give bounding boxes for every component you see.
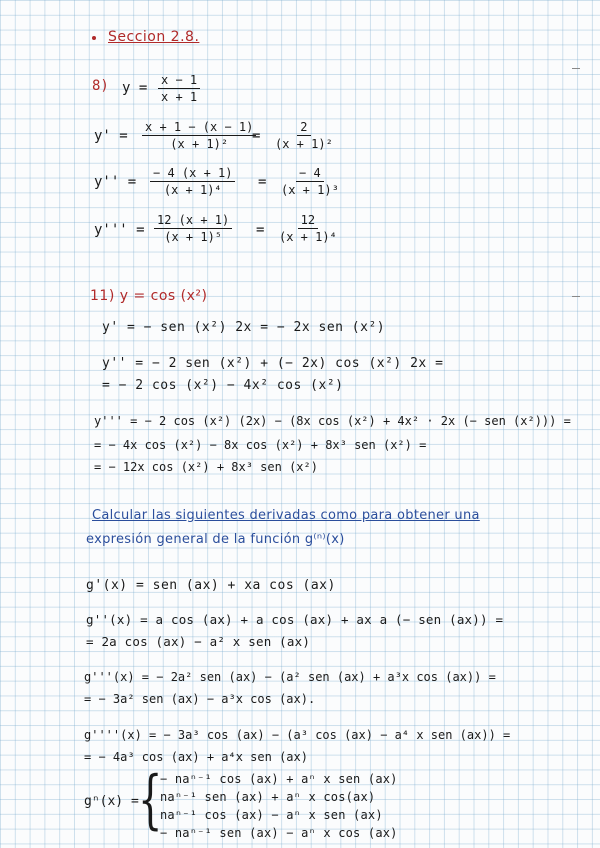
gn-case-4: − naⁿ⁻¹ sen (ax) − aⁿ x cos (ax) — [160, 826, 398, 840]
ex8-d1-result — [272, 120, 336, 151]
ex8-d1-num: x + 1 − (x − 1) — [142, 120, 256, 136]
ex8-d2-equals: = — [258, 174, 267, 190]
ex8-d1-r-den: (x + 1)² — [275, 137, 333, 151]
g-line-3: = 2a cos (ax) − a² x sen (ax) — [86, 634, 311, 649]
gn-case-2: naⁿ⁻¹ sen (ax) + aⁿ x cos(ax) — [160, 790, 376, 804]
ex8-d3-num: 12 (x + 1) — [154, 213, 232, 229]
exercise-11-title: 11) y = cos (x²) — [90, 288, 208, 304]
ex8-y-num: x − 1 — [158, 73, 200, 89]
ex8-d3-r-num: 12 — [298, 213, 318, 229]
ex11-line-2: y'' = − 2 sen (x²) + (− 2x) cos (x²) 2x = — [102, 356, 444, 371]
ex8-y-label: y = — [122, 80, 148, 96]
g-line-5: = − 3a² sen (ax) − a³x cos (ax). — [84, 692, 316, 706]
g-line-6: g''''(x) = − 3a³ cos (ax) − (a³ cos (ax) − a⁴ x sen (ax)) = — [84, 728, 511, 742]
ex8-d2-r-den: (x + 1)³ — [281, 183, 339, 197]
ex8-d2-label: y'' = — [94, 174, 137, 190]
ex8-d1-fraction — [142, 120, 256, 151]
gn-case-3: naⁿ⁻¹ cos (ax) − aⁿ x sen (ax) — [160, 808, 383, 822]
task-line-2: expresión general de la función g⁽ⁿ⁾(x) — [86, 532, 345, 547]
gn-label: gⁿ(x) = — [84, 794, 139, 809]
ex11-line-3: = − 2 cos (x²) − 4x² cos (x²) — [102, 378, 344, 393]
margin-tick — [572, 68, 580, 69]
ex11-line-6: = − 12x cos (x²) + 8x³ sen (x²) — [94, 460, 318, 474]
section-title: Seccion 2.8. — [108, 29, 200, 45]
ex8-d2-result — [278, 166, 342, 197]
ex8-d1-den: (x + 1)² — [170, 137, 229, 151]
ex11-line-4: y''' = − 2 cos (x²) (2x) − (8x cos (x²) + 4x² · 2x (− sen (x²))) = — [94, 414, 571, 428]
exercise-8-label: 8) — [92, 78, 109, 94]
ex8-d3-r-den: (x + 1)⁴ — [279, 230, 337, 244]
ex8-d2-den: (x + 1)⁴ — [163, 183, 222, 197]
g-line-1: g'(x) = sen (ax) + xa cos (ax) — [86, 578, 336, 593]
ex8-d2-fraction — [150, 166, 235, 197]
ex8-d3-fraction — [154, 213, 232, 244]
ex8-d3-result — [276, 213, 340, 244]
g-line-2: g''(x) = a cos (ax) + a cos (ax) + ax a (− sen (ax)) = — [86, 612, 504, 627]
ex8-d2-r-num: − 4 — [296, 166, 324, 182]
task-line-1: Calcular las siguientes derivadas como para obtener una — [92, 508, 480, 523]
margin-tick — [572, 296, 580, 297]
ex11-line-5: = − 4x cos (x²) − 8x cos (x²) + 8x³ sen (x²) = — [94, 438, 427, 452]
ex8-y-fraction — [158, 73, 200, 104]
ex8-d2-num: − 4 (x + 1) — [150, 166, 235, 182]
ex8-d3-den: (x + 1)⁵ — [164, 230, 223, 244]
bullet-dot — [92, 36, 96, 40]
ex8-d1-r-num: 2 — [297, 120, 310, 136]
ex8-y-den: x + 1 — [161, 90, 198, 104]
g-line-7: = − 4a³ cos (ax) + a⁴x sen (ax) — [84, 750, 308, 764]
ex8-d1-label: y' = — [94, 128, 128, 144]
gn-case-1: − naⁿ⁻¹ cos (ax) + aⁿ x sen (ax) — [160, 772, 398, 786]
ex8-d3-label: y''' = — [94, 222, 145, 238]
cases-brace: { — [138, 763, 163, 837]
g-line-4: g'''(x) = − 2a² sen (ax) − (a² sen (ax) + a³x cos (ax)) = — [84, 670, 496, 684]
ex8-d3-equals: = — [256, 222, 265, 238]
ex11-line-1: y' = − sen (x²) 2x = − 2x sen (x²) — [102, 320, 386, 335]
ex8-d1-equals: = — [252, 128, 261, 144]
